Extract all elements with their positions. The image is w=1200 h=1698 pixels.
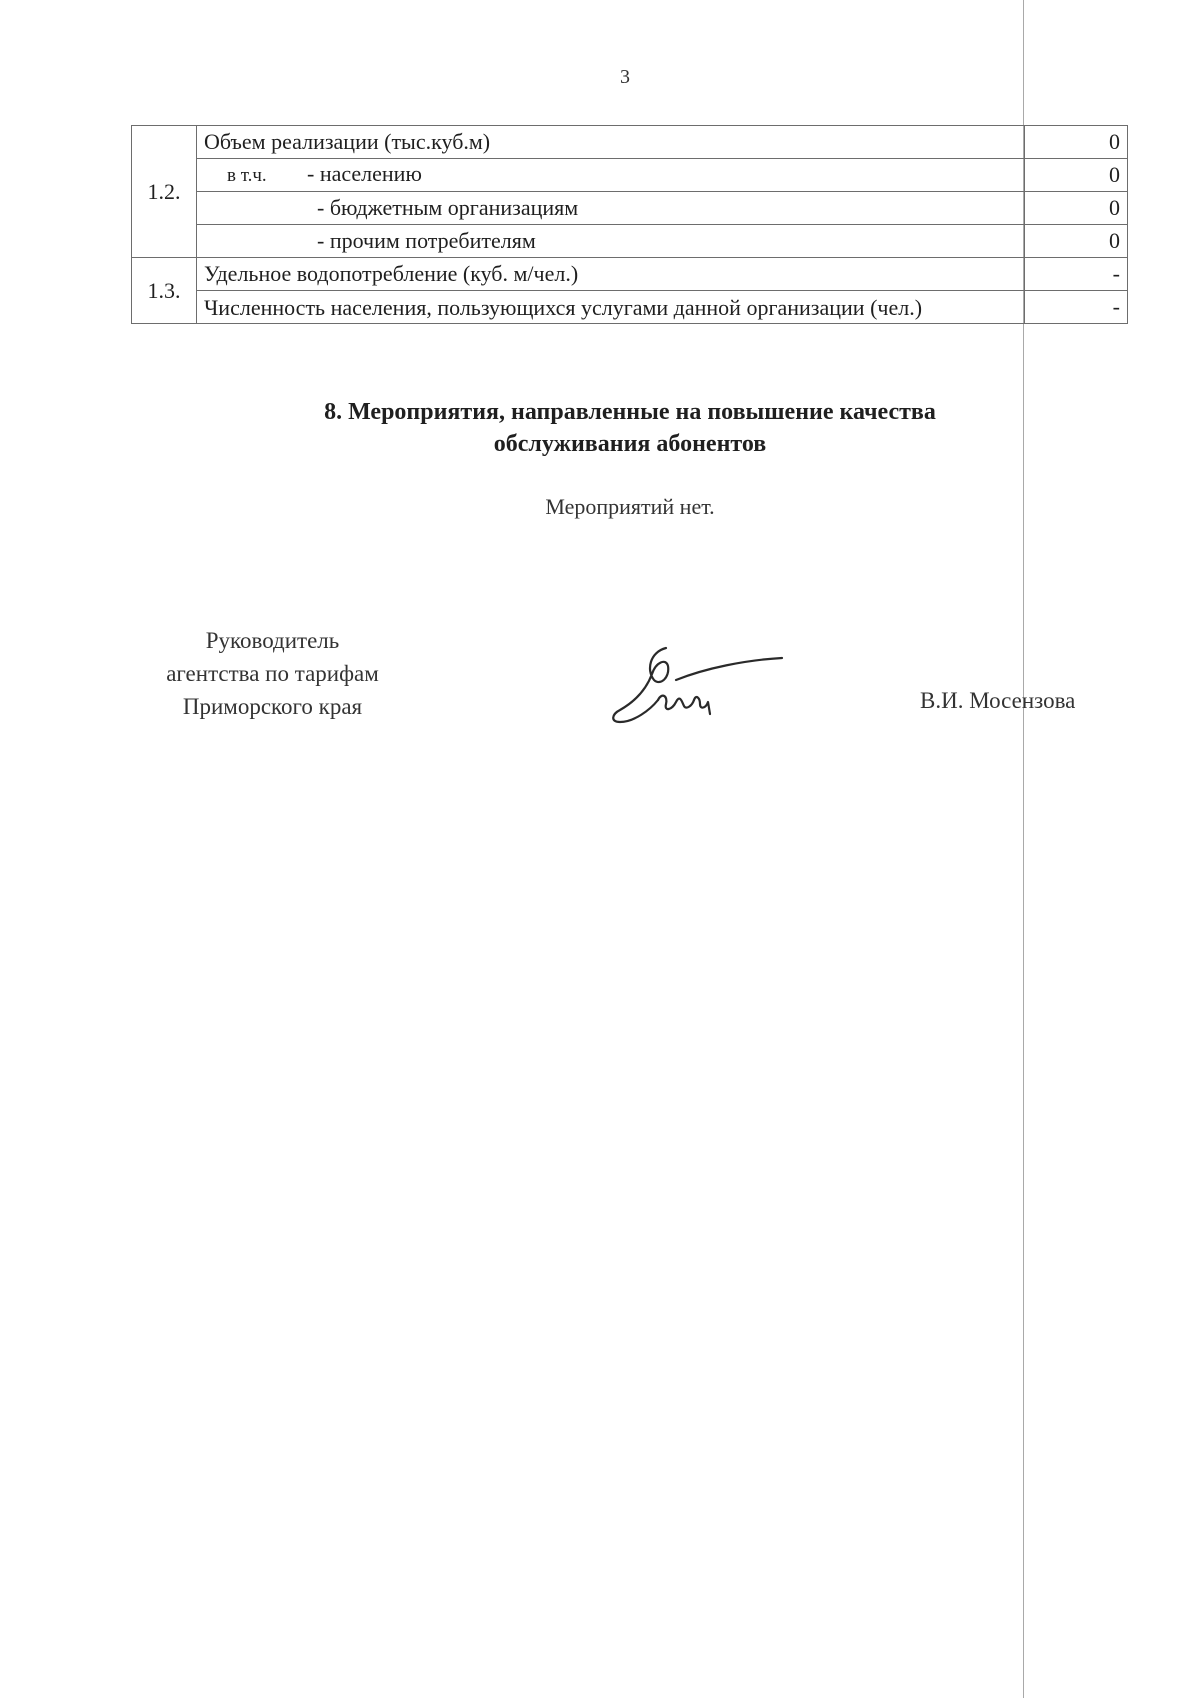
row-label: - бюджетным организациям [197, 192, 1025, 225]
signer-role-line: агентства по тарифам [166, 661, 379, 686]
signer-role-line: Приморского края [182, 694, 363, 719]
row-value: 0 [1025, 159, 1128, 192]
row-value: 0 [1025, 126, 1128, 159]
row-value: 0 [1025, 225, 1128, 258]
row-value: - [1025, 291, 1128, 324]
handwritten-signature [606, 640, 786, 740]
row-label: - прочим потребителям [197, 225, 1025, 258]
row-label: Численность населения, пользующихся услугами данной организации (чел.) [197, 291, 1025, 324]
table-row [132, 126, 1128, 159]
row-label-cell [197, 159, 1025, 192]
table-row [132, 258, 1128, 291]
table-row [132, 159, 1128, 192]
row-label: Удельное водопотребление (куб. м/чел.) [197, 258, 1025, 291]
data-table [131, 125, 1128, 324]
row-value: 0 [1025, 192, 1128, 225]
signer-name: В.И. Мосензова [920, 688, 1076, 713]
row-number: 1.2. [132, 126, 197, 258]
section-title-line: 8. Мероприятия, направленные на повышение качества [324, 399, 936, 425]
signer-role [130, 624, 415, 723]
table-row [132, 291, 1128, 324]
section-body: Мероприятий нет. [545, 494, 715, 519]
row-label: Объем реализации (тыс.куб.м) [197, 126, 1025, 159]
row-number: 1.3. [132, 258, 197, 324]
signer-role-line: Руководитель [205, 628, 340, 653]
row-prefix: в т.ч. [227, 165, 267, 186]
section-title [180, 396, 1080, 460]
table-row [132, 225, 1128, 258]
page-number: 3 [620, 66, 630, 88]
section-title-line: обслуживания абонентов [493, 431, 767, 457]
row-value: - [1025, 258, 1128, 291]
table-row [132, 192, 1128, 225]
row-label: - населению [307, 161, 422, 186]
